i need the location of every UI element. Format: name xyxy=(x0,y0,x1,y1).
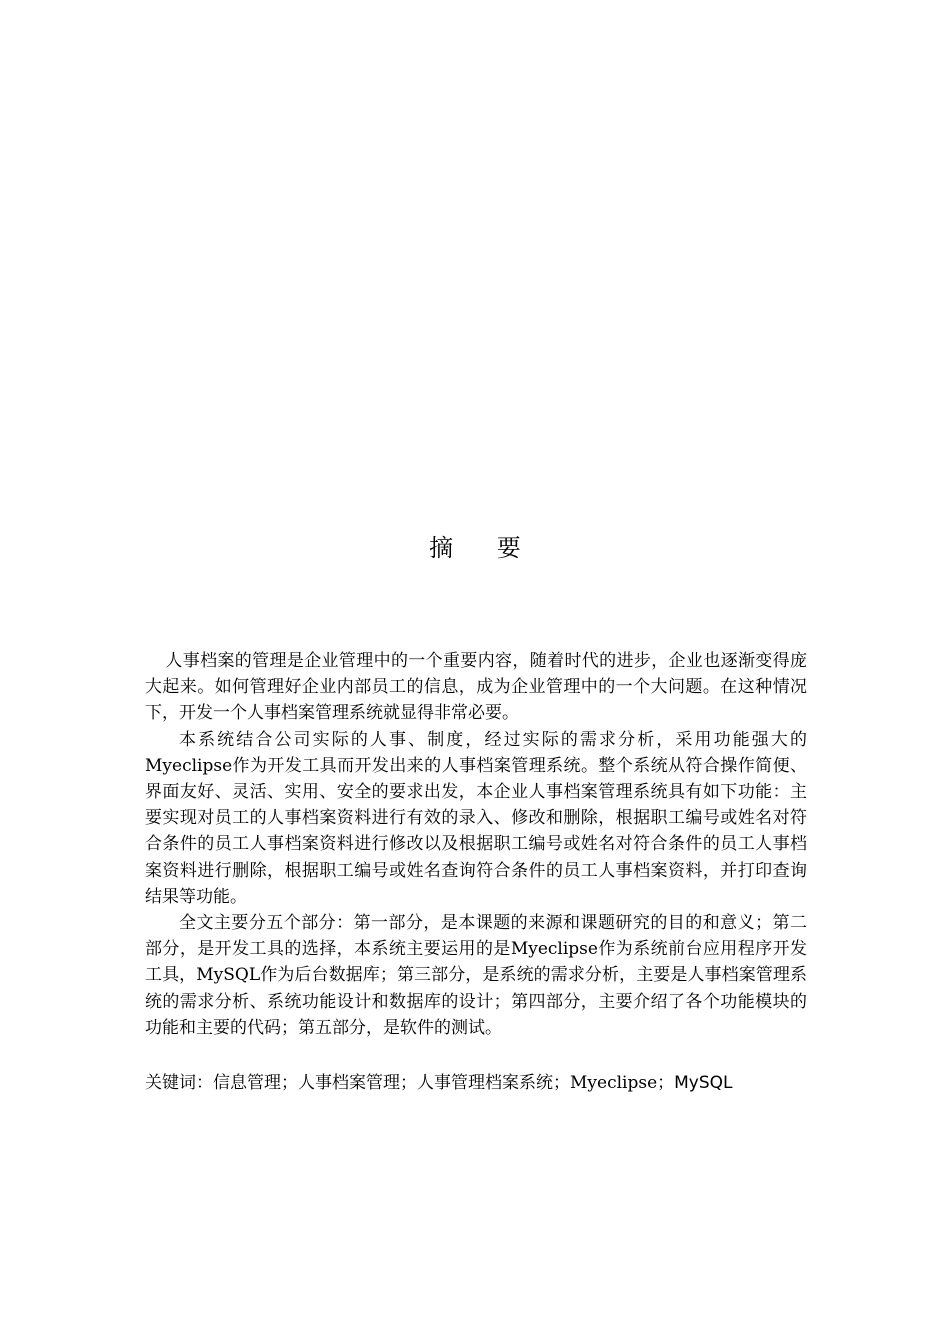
keywords-mysql: MySQL xyxy=(674,1073,733,1093)
abstract-paragraph-3: 全文主要分五个部分：第一部分，是本课题的来源和课题研究的目的和意义；第二部分，是开发工具的选择，本系统主要运用的是Myeclipse作为系统前台应用程序开发工具，MySQL作为后台数据库；第三部分，是系统的需求分析，主要是人事档案管理系统的需求分析、系统功能设计和数据库的设计；第四部分，主要介绍了各个功能模块的功能和主要的代码；第五部分，是软件的测试。 xyxy=(145,913,807,1038)
abstract-body xyxy=(145,648,807,1041)
abstract-paragraph-1: 人事档案的管理是企业管理中的一个重要内容，随着时代的进步，企业也逐渐变得庞大起来。如何管理好企业内部员工的信息，成为企业管理中的一个大问题。在这种情况下，开发一个人事档案管理系统就显得非常必要。 xyxy=(145,651,807,724)
keywords-label: 关键词： xyxy=(145,1073,213,1093)
abstract-paragraph-2: 本系统结合公司实际的人事、制度，经过实际的需求分析，采用功能强大的Myeclipse作为开发工具而开发出来的人事档案管理系统。整个系统从符合操作简便、界面友好、灵活、实用、安全的要求出发，本企业人事档案管理系统具有如下功能：主要实现对员工的人事档案资料进行有效的录入、修改和删除，根据职工编号或姓名对符合条件的员工人事档案资料进行修改以及根据职工编号或姓名对符合条件的员工人事档案资料进行删除，根据职工编号或姓名查询符合条件的员工人事档案资料，并打印查询结果等功能。 xyxy=(145,729,807,907)
abstract-title: 摘 要 xyxy=(429,534,539,562)
keywords-line xyxy=(145,1070,825,1096)
keywords-text: 信息管理；人事档案管理；人事管理档案系统；Myeclipse； xyxy=(213,1073,675,1093)
